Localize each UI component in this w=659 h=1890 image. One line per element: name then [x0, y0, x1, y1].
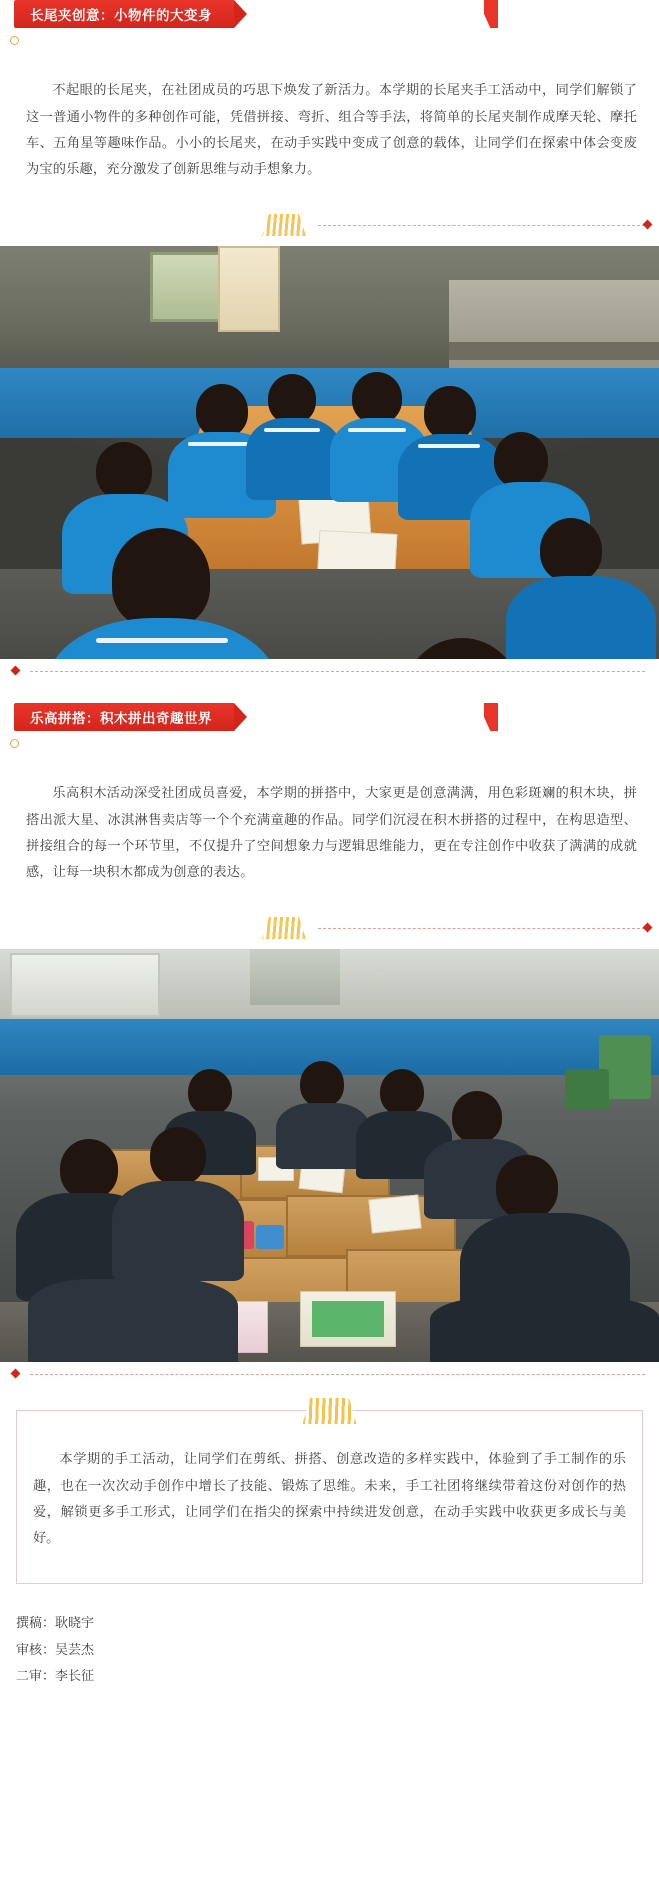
section-1-heading: 长尾夹创意：小物件的大变身 — [14, 0, 234, 28]
credit-line: 撰稿：耿晓宇 — [16, 1615, 95, 1630]
summary-card — [16, 1410, 643, 1584]
diamond-decor-icon — [11, 1369, 21, 1379]
dashed-line-decor — [30, 1374, 645, 1375]
credits-block — [16, 1610, 643, 1690]
section-1-paragraph: 不起眼的长尾夹，在社团成员的巧思下焕发了新活力。本学期的长尾夹手工活动中，同学们解锁了这一普通小物件的多种创作可能，凭借拼接、弯折、组合等手法，将简单的长尾夹制作成摩天轮、摩托车、五角星等趣味作品。小小的长尾夹，在动手实践中变成了创意的载体，让同学们在探索中体会变废为宝的乐趣，充分激发了创新思维与动手想象力。 — [26, 82, 637, 177]
diamond-decor-icon — [11, 666, 21, 676]
banner-tail-decor — [484, 703, 498, 731]
section-1-photo — [0, 246, 659, 659]
fan-decor-icon — [262, 917, 306, 939]
section-1-divider-bottom — [0, 659, 659, 685]
fan-decor-icon — [303, 1398, 357, 1424]
ring-decor-icon — [10, 739, 19, 748]
section-1-divider — [0, 208, 659, 242]
section-2-photo — [0, 949, 659, 1362]
section-2-heading: 乐高拼搭：积木拼出奇趣世界 — [14, 703, 234, 731]
section-2-paragraph: 乐高积木活动深受社团成员喜爱，本学期的拼搭中，大家更是创意满满，用色彩斑斓的积木块，拼搭出派大星、冰淇淋售卖店等一个个充满童趣的作品。同学们沉浸在积木拼搭的过程中，在构思造型、拼接组合的每一个环节里，不仅提升了空间想象力与逻辑思维能力，更在专注创作中收获了满满的成就感，让每一块积木都成为创意的表达。 — [26, 785, 637, 880]
section-1-text-block — [16, 58, 643, 202]
credit-line: 审核：吴芸杰 — [16, 1641, 95, 1657]
dashed-line-decor — [318, 928, 645, 929]
section-2-divider-bottom — [0, 1362, 659, 1388]
fan-decor-icon — [262, 214, 306, 236]
section-1-banner — [14, 0, 659, 34]
section-2-text-block — [16, 761, 643, 905]
credit-line: 二审：李长征 — [16, 1668, 95, 1684]
summary-paragraph: 本学期的手工活动，让同学们在剪纸、拼搭、创意改造的多样实践中，体验到了手工制作的乐趣，也在一次次动手创作中增长了技能、锻炼了思维。未来，手工社团将继续带着这份对创作的热爱，解锁更多手工形式，让同学们在指尖的探索中持续进发创意，在动手实践中收获更多成长与美好。 — [33, 1451, 626, 1546]
banner-tail-decor — [484, 0, 498, 28]
dashed-line-decor — [318, 225, 645, 226]
section-2-banner — [14, 703, 659, 737]
diamond-decor-icon — [643, 923, 653, 933]
diamond-decor-icon — [643, 220, 653, 230]
section-2-divider — [0, 911, 659, 945]
ring-decor-icon — [10, 36, 19, 45]
dashed-line-decor — [30, 671, 645, 672]
